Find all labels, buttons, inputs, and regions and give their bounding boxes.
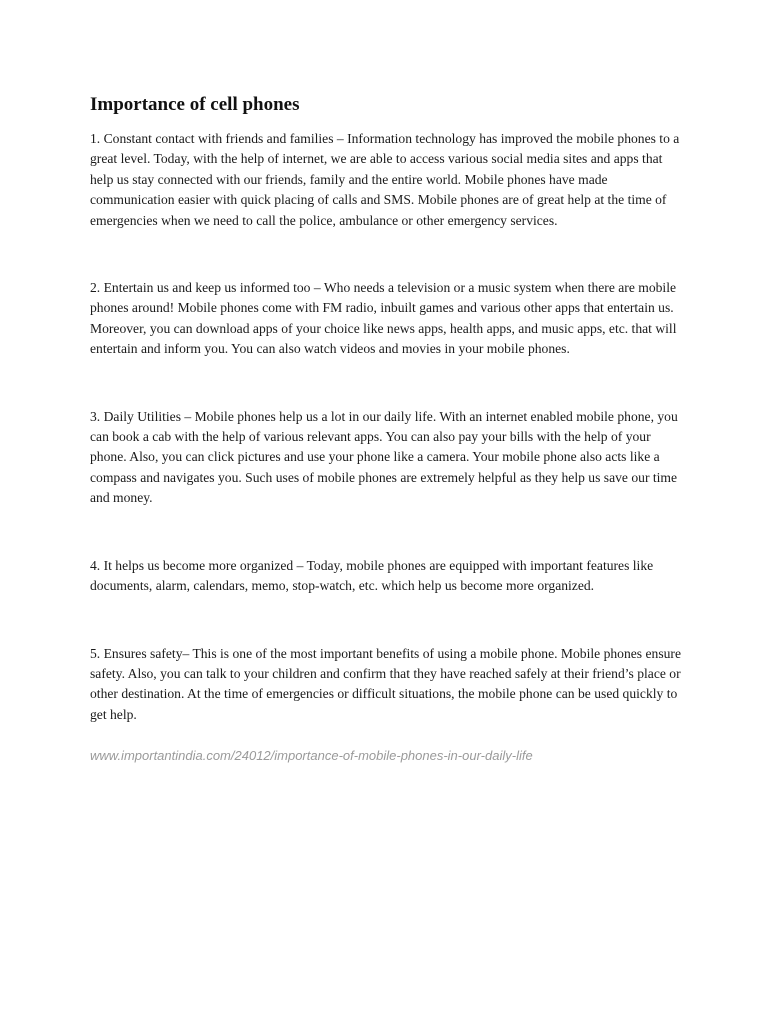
- paragraph-organized: 4. It helps us become more organized – Today, mobile phones are equipped with important features like documents, alarm, calendars, memo, stop-watch, etc. which help us become more organized.: [90, 557, 654, 594]
- paragraph-constant-contact: 1. Constant contact with friends and families – Information technology has improved the mobile phones to a great level. Today, with the help of internet, we are able to access various social media sites and apps that help us stay connected with our friends, family and the entire world. Mobile phones have made communication easier with quick placing of calls and SMS. Mobile phones are of great help at the time of emergencies when we need to call the police, ambulance or other emergency services.: [90, 131, 680, 228]
- page-title: Importance of cell phones: [90, 94, 300, 115]
- document-page: [90, 92, 682, 765]
- paragraph-spacer: [90, 725, 682, 747]
- paragraph-spacer: [90, 231, 682, 278]
- paragraph-spacer: [90, 509, 682, 556]
- paragraph-entertainment: 2. Entertain us and keep us informed too – Who needs a television or a music system when there are mobile phones around! Mobile phones come with FM radio, inbuilt games and various other apps that entertain us. Moreover, you can download apps of your choice like news apps, health apps, and music apps, etc. that will entertain and inform you. You can also watch videos and movies in your mobile phones.: [90, 280, 677, 357]
- paragraph-daily-utilities: 3. Daily Utilities – Mobile phones help us a lot in our daily life. With an internet enabled mobile phone, you can book a cab with the help of various relevant apps. You can also pay your bills with the help of your phone. Also, you can click pictures and use your phone like a camera. Your mobile phone also acts like a compass and navigates you. Such uses of mobile phones are extremely helpful as they help us save our time and money.: [90, 408, 678, 506]
- paragraph-spacer: [90, 360, 682, 407]
- paragraph-spacer: [90, 597, 682, 644]
- paragraph-safety: 5. Ensures safety– This is one of the most important benefits of using a mobile phone. Mobile phones ensure safety. Also, you can talk to your children and confirm that they have reached safely at their friend’s place or other destination. At the time of emergencies or difficult situations, the mobile phone can be used quickly to get help.: [90, 645, 681, 722]
- source-link[interactable]: www.importantindia.com/24012/importance-of-mobile-phones-in-our-daily-life: [90, 748, 533, 764]
